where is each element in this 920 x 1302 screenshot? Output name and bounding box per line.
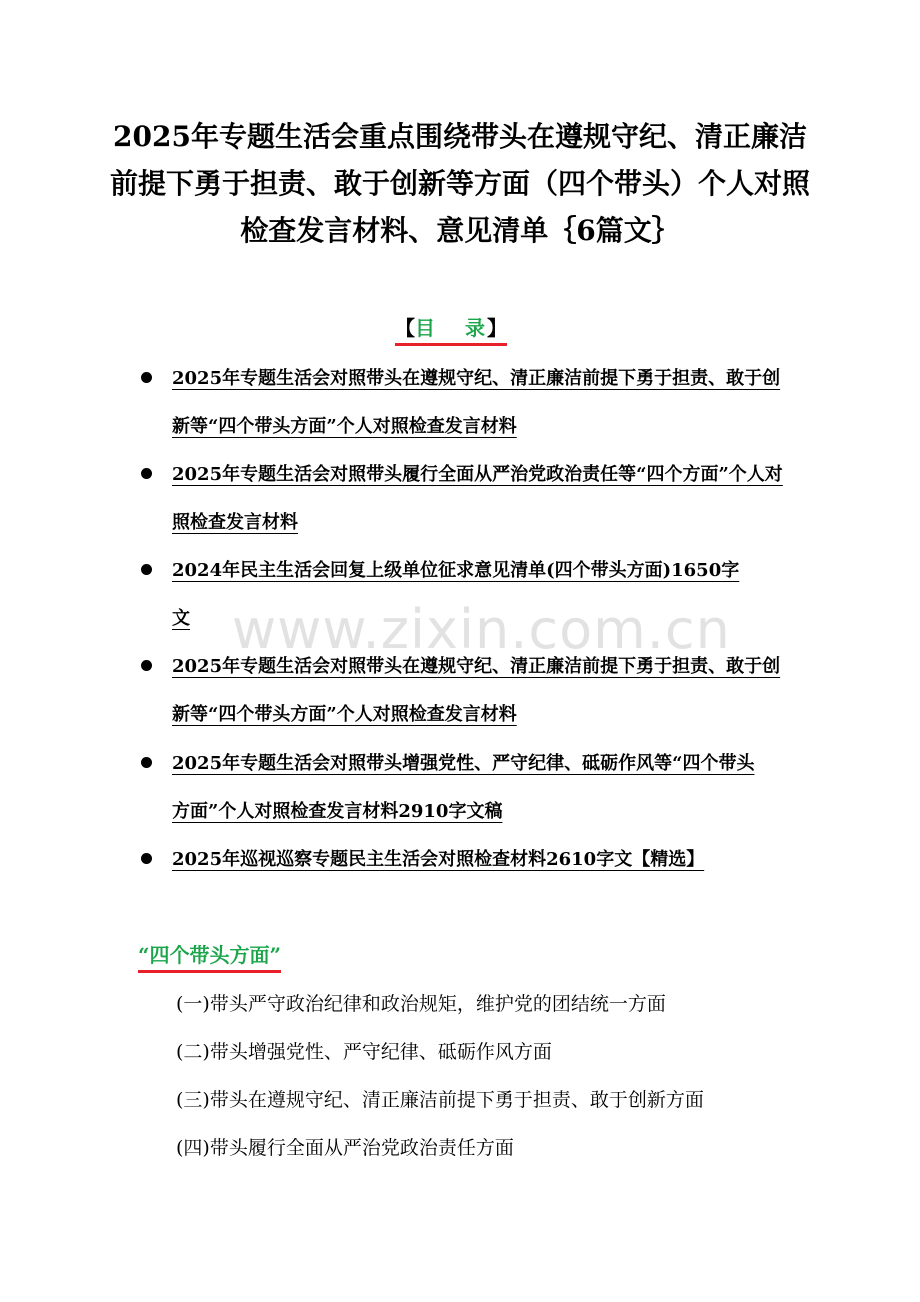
bullet-icon	[141, 757, 152, 768]
watermark: www.zixin.com.cn	[232, 598, 731, 661]
bullet-icon	[141, 660, 152, 671]
section-heading: “四个带头方面”	[138, 941, 281, 973]
toc-link[interactable]: 2025年专题生活会对照带头在遵规守纪、清正廉洁前提下勇于担责、敢于创新等“四个带头方面”个人对照检查发言材料	[172, 368, 781, 437]
bullet-icon	[141, 468, 152, 479]
toc-link[interactable]: 2025年专题生活会对照带头在遵规守纪、清正廉洁前提下勇于担责、敢于创新等“四个带头方面”个人对照检查发言材料	[172, 656, 781, 725]
toc-heading	[395, 314, 507, 346]
toc-bracket-close: 】	[487, 316, 507, 340]
toc-bracket-open: 【	[395, 316, 415, 340]
section-item: (三)带头在遵规守纪、清正廉洁前提下勇于担责、敢于创新方面	[176, 1089, 704, 1111]
toc-heading-word-2: 录	[465, 316, 487, 340]
toc-link[interactable]: 2025年巡视巡察专题民主生活会对照检查材料2610字文【精选】	[172, 849, 705, 870]
toc-heading-word-1: 目	[415, 316, 437, 340]
section-item: (四)带头履行全面从严治党政治责任方面	[176, 1137, 514, 1159]
bullet-icon	[141, 853, 152, 864]
section-item: (二)带头增强党性、严守纪律、砥砺作风方面	[176, 1041, 552, 1063]
section-item: (一)带头严守政治纪律和政治规矩，维护党的团结统一方面	[176, 993, 666, 1015]
toc-link[interactable]: 2025年专题生活会对照带头履行全面从严治党政治责任等“四个方面”个人对照检查发言材料	[172, 464, 783, 533]
bullet-icon	[141, 564, 152, 575]
toc-link[interactable]: 2025年专题生活会对照带头增强党性、严守纪律、砥砺作风等“四个带头方面”个人对照检查发言材料2910字文稿	[172, 753, 755, 822]
bullet-icon	[141, 372, 152, 383]
toc-link[interactable]: 2024年民主生活会回复上级单位征求意见清单(四个带头方面)1650字文	[172, 560, 740, 629]
document-title: 2025年专题生活会重点围绕带头在遵规守纪、清正廉洁前提下勇于担责、敢于创新等方面（四个带头）个人对照检查发言材料、意见清单｛6篇文｝	[110, 120, 811, 247]
